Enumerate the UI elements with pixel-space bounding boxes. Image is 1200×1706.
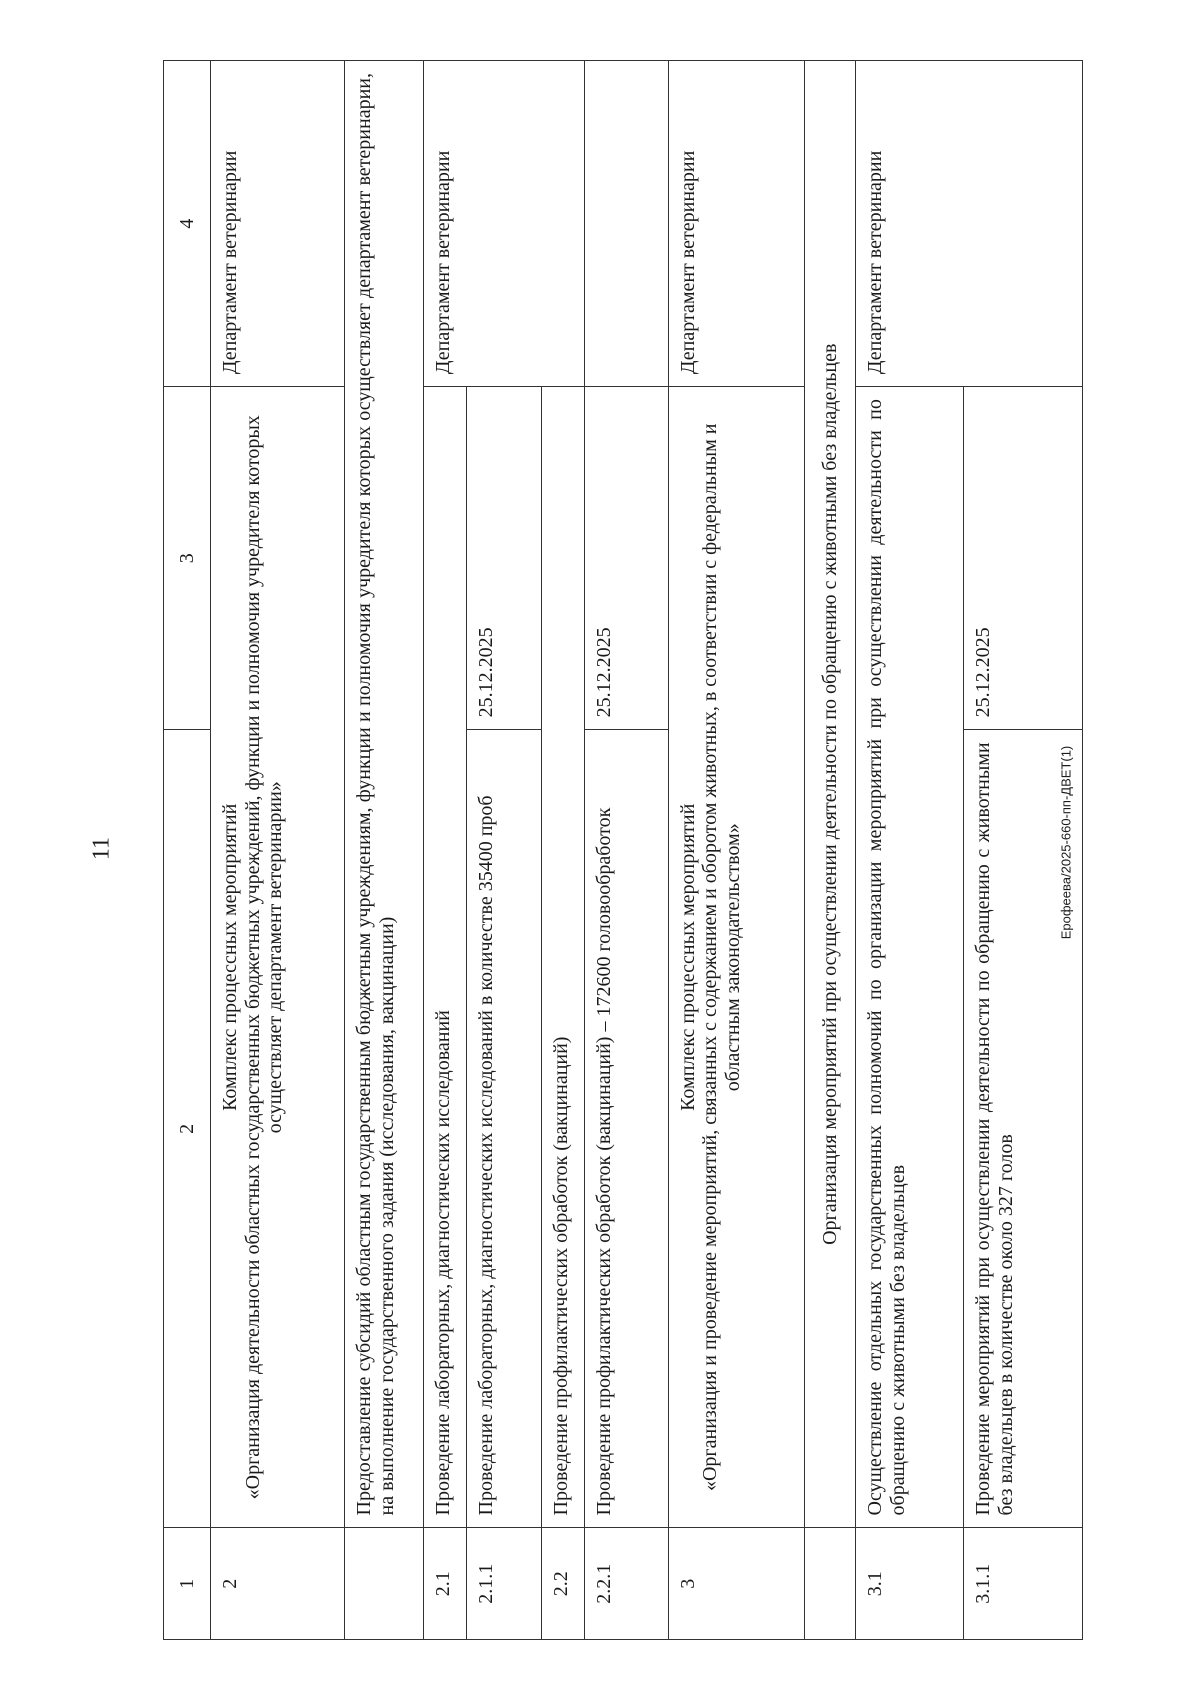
- row-text: Проведение лабораторных, диагностических исследований: [423, 387, 466, 1528]
- due-date: 25.12.2025: [467, 387, 541, 730]
- responsible-cell: Департамент ветеринарии: [668, 61, 804, 387]
- row-text: Осуществление отдельных государственных полномочий по организации мероприятий при осуществлении деятельности по обращению с животными без владельцев: [856, 387, 964, 1528]
- header-col-4: 4: [164, 61, 211, 387]
- table-row: [856, 61, 964, 1640]
- row-number: 3.1: [856, 1528, 964, 1640]
- row-number: 2.1.1: [467, 1528, 541, 1640]
- complex-2-title: Комплекс процессных мероприятий: [219, 803, 242, 1111]
- table-row: [423, 61, 466, 1640]
- complex-3-subtitle: «Организация и проведение мероприятий, связанных с содержанием и оборотом животных, в соответствии с федеральным и областным законодательством»: [699, 423, 744, 1492]
- row-number: 2.1: [423, 1528, 466, 1640]
- due-date: 25.12.2025: [584, 387, 668, 730]
- due-date: 25.12.2025: [964, 387, 1083, 730]
- table-row: [584, 61, 668, 1640]
- rotated-table-wrapper: [163, 60, 1083, 1640]
- table-row: [345, 61, 424, 1640]
- responsible-cell: [584, 61, 668, 387]
- row-number: 2.2: [541, 1528, 584, 1640]
- row-number: 2: [211, 1528, 345, 1640]
- responsible-cell: Департамент ветеринарии: [856, 61, 1083, 387]
- document-code: Ерофеева/2025-660-пп-ДВЕТ(1): [1058, 745, 1074, 940]
- responsible-cell: Департамент ветеринарии: [211, 61, 345, 387]
- header-col-1: 1: [164, 1528, 211, 1640]
- table-row: [668, 61, 804, 1640]
- table-row: [211, 61, 345, 1640]
- row-number: 3: [668, 1528, 804, 1640]
- header-col-3: 3: [164, 387, 211, 730]
- empty-num-cell: [804, 1528, 856, 1640]
- subsidy-cell: Предоставление субсидий областным государственным бюджетным учреждениям, функции и полномочия учредителя которых осуществляет департамент ветеринарии, на выполнение государственного задания (исследования, вакцинации): [345, 61, 424, 1528]
- row-text: Проведение лабораторных, диагностических исследований в количестве 35400 проб: [467, 730, 541, 1528]
- complex-3-cell: [668, 387, 804, 1528]
- row-text: Проведение профилактических обработок (вакцинаций) – 172600 головообработок: [584, 730, 668, 1528]
- complex-3-title: Комплекс процессных мероприятий: [676, 803, 699, 1111]
- row-text: Проведение профилактических обработок (вакцинаций): [541, 387, 584, 1528]
- page-number: 11: [88, 836, 115, 861]
- complex-2-cell: [211, 387, 345, 1528]
- row-number: 3.1.1: [964, 1528, 1083, 1640]
- complex-2-subtitle: «Организация деятельности областных государственных бюджетных учреждений, функции и полномочия учредителя которых осуществляет департамент ветеринарии»: [241, 415, 287, 1500]
- table-row: [804, 61, 856, 1640]
- row-text: Проведение мероприятий при осуществлении деятельности по обращению с животными без владельцев в количестве около 327 голов: [964, 730, 1083, 1528]
- organization-cell: Организация мероприятий при осуществлении деятельности по обращению с животными без владельцев: [804, 61, 856, 1528]
- table-header-row: [164, 61, 211, 1640]
- row-number: 2.2.1: [584, 1528, 668, 1640]
- measures-table: [163, 60, 1083, 1640]
- header-col-2: 2: [164, 730, 211, 1528]
- empty-num-cell: [345, 1528, 424, 1640]
- responsible-cell: Департамент ветеринарии: [423, 61, 584, 387]
